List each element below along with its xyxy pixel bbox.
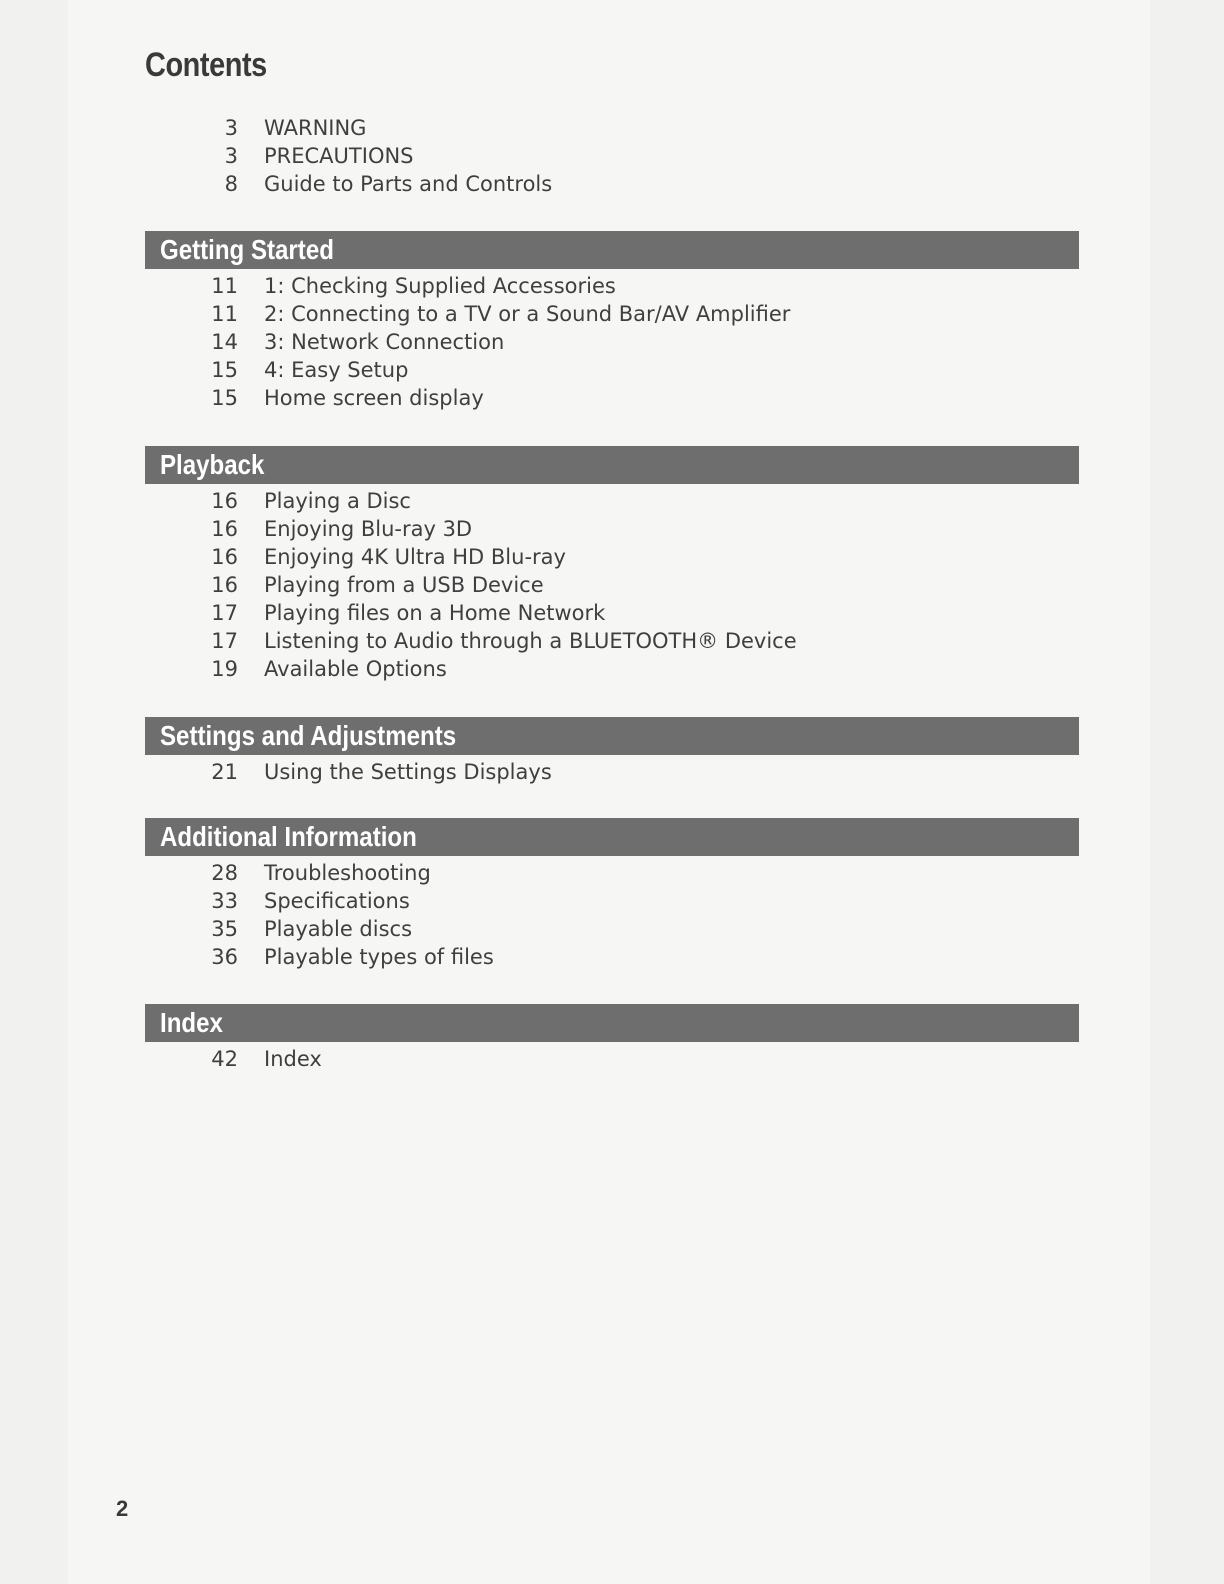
toc-entry[interactable] xyxy=(145,1045,322,1073)
toc-page-number: 33 xyxy=(211,889,238,913)
toc-entry[interactable] xyxy=(145,627,797,655)
toc-page-number: 36 xyxy=(211,945,238,969)
toc-page-number: 17 xyxy=(211,629,238,653)
toc-page-number: 3 xyxy=(224,116,238,140)
toc-entry[interactable] xyxy=(145,543,566,571)
toc-entry[interactable] xyxy=(145,328,504,356)
toc-label: Playable discs xyxy=(264,917,413,941)
section-header-additional-information xyxy=(145,818,1079,856)
toc-page-number: 35 xyxy=(211,917,238,941)
toc-page-number: 28 xyxy=(211,861,238,885)
toc-label: Playable types of files xyxy=(264,945,494,969)
toc-page-number: 15 xyxy=(211,358,238,382)
toc-label: Available Options xyxy=(264,657,447,681)
section-header-getting-started xyxy=(145,231,1079,269)
toc-page-number: 16 xyxy=(211,517,238,541)
toc-entry[interactable] xyxy=(145,859,431,887)
section-heading: Additional Information xyxy=(160,821,417,852)
toc-label: Listening to Audio through a BLUETOOTH® Device xyxy=(264,629,797,653)
toc-page-number: 15 xyxy=(211,386,238,410)
section-header-index xyxy=(145,1004,1079,1042)
toc-label: WARNING xyxy=(264,116,367,140)
toc-entry[interactable] xyxy=(145,487,411,515)
toc-entry[interactable] xyxy=(145,384,484,412)
toc-entry[interactable] xyxy=(145,114,366,142)
toc-entry[interactable] xyxy=(145,887,410,915)
toc-label: PRECAUTIONS xyxy=(264,144,414,168)
toc-label: Playing files on a Home Network xyxy=(264,601,606,625)
section-header-settings xyxy=(145,717,1079,755)
toc-label: Enjoying 4K Ultra HD Blu-ray xyxy=(264,545,566,569)
toc-entry[interactable] xyxy=(145,915,412,943)
toc-page-number: 3 xyxy=(224,144,238,168)
toc-page-number: 16 xyxy=(211,489,238,513)
toc-page-number: 16 xyxy=(211,545,238,569)
toc-page-number: 8 xyxy=(224,172,238,196)
toc-label: Using the Settings Displays xyxy=(264,760,552,784)
toc-label: Playing from a USB Device xyxy=(264,573,544,597)
toc-entry[interactable] xyxy=(145,142,414,170)
toc-label: Home screen display xyxy=(264,386,484,410)
toc-label: Enjoying Blu-ray 3D xyxy=(264,517,473,541)
toc-label: 3: Network Connection xyxy=(264,330,505,354)
toc-label: 4: Easy Setup xyxy=(264,358,409,382)
toc-entry[interactable] xyxy=(145,599,605,627)
toc-page-number: 42 xyxy=(211,1047,238,1071)
toc-page-number: 17 xyxy=(211,601,238,625)
toc-entry[interactable] xyxy=(145,943,494,971)
section-heading: Settings and Adjustments xyxy=(160,720,457,751)
toc-page-number: 21 xyxy=(211,760,238,784)
toc-label: 1: Checking Supplied Accessories xyxy=(264,274,616,298)
toc-entry[interactable] xyxy=(145,655,447,683)
toc-page-number: 11 xyxy=(211,302,238,326)
toc-entry[interactable] xyxy=(145,571,544,599)
page-number: 2 xyxy=(116,1496,129,1521)
toc-label: Playing a Disc xyxy=(264,489,411,513)
toc-entry[interactable] xyxy=(145,300,790,328)
toc-page-number: 14 xyxy=(211,330,238,354)
toc-label: 2: Connecting to a TV or a Sound Bar/AV Amplifier xyxy=(264,302,791,326)
toc-entry[interactable] xyxy=(145,170,552,198)
toc-page-number: 11 xyxy=(211,274,238,298)
toc-label: Troubleshooting xyxy=(264,861,431,885)
section-heading: Index xyxy=(160,1007,223,1038)
section-heading: Playback xyxy=(160,449,265,480)
section-header-playback xyxy=(145,446,1079,484)
toc-entry[interactable] xyxy=(145,272,616,300)
toc-entry[interactable] xyxy=(145,356,408,384)
toc-entry[interactable] xyxy=(145,758,552,786)
toc-label: Index xyxy=(264,1047,322,1071)
toc-label: Specifications xyxy=(264,889,410,913)
toc-entry[interactable] xyxy=(145,515,472,543)
section-heading: Getting Started xyxy=(160,234,334,265)
toc-page-number: 19 xyxy=(211,657,238,681)
toc-page-number: 16 xyxy=(211,573,238,597)
page-title: Contents xyxy=(145,46,267,84)
toc-label: Guide to Parts and Controls xyxy=(264,172,553,196)
